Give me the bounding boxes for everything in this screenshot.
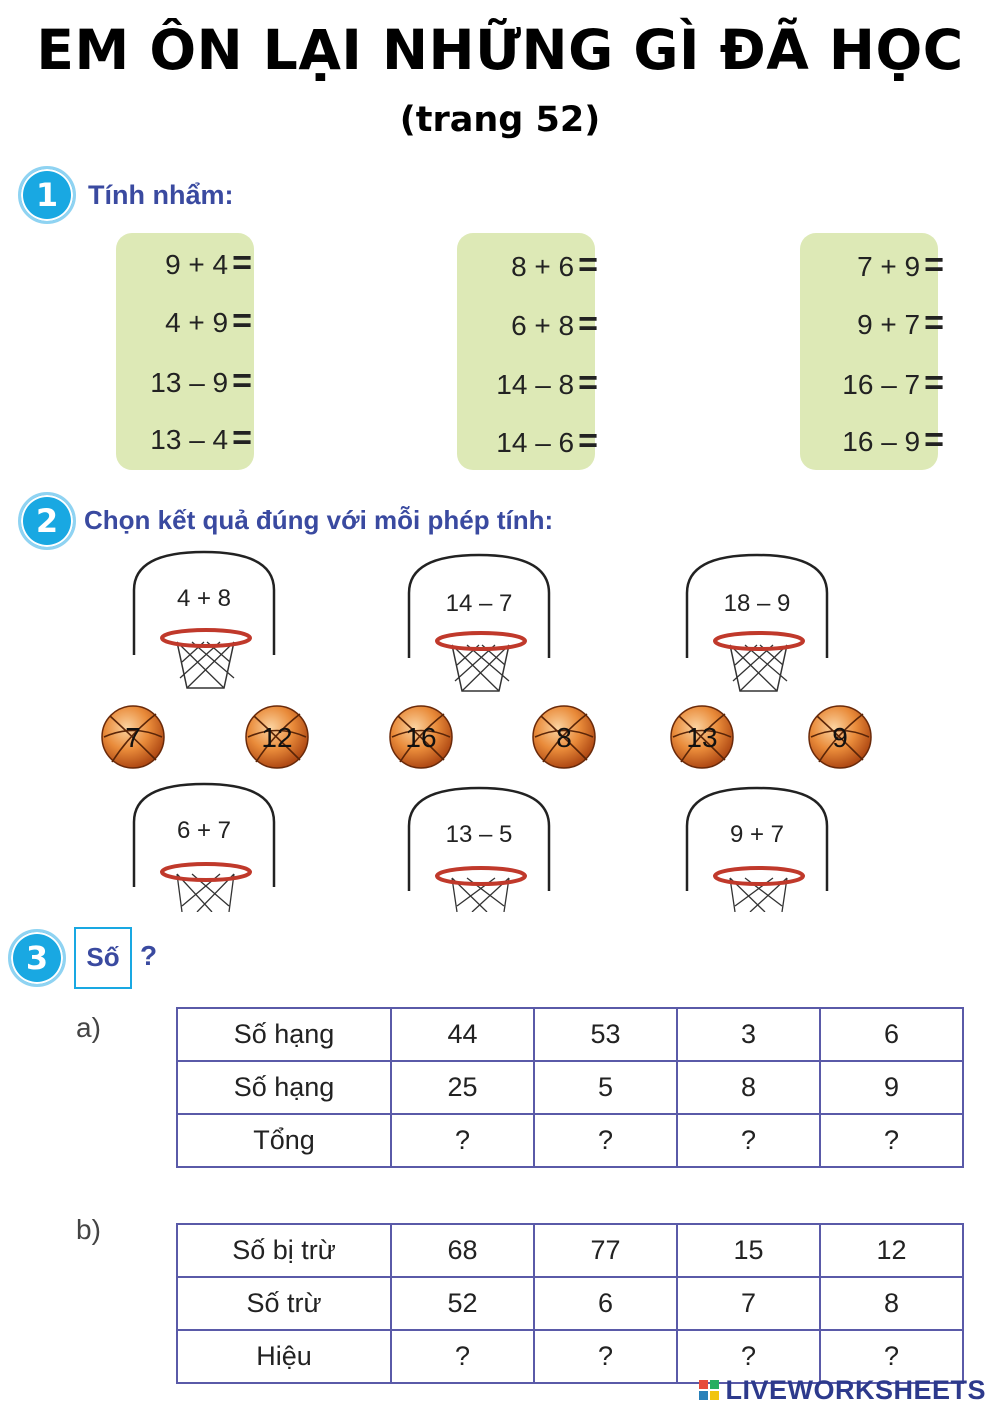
basketball-hoop[interactable] [685,786,829,912]
calc-expression: 6 + 8 = [511,305,598,343]
exercise-3-question-mark: ? [140,940,158,971]
page-title: EM ÔN LẠI NHỮNG GÌ ĐÃ HỌC [36,18,964,82]
calc-expression: 8 + 6 = [511,246,598,284]
hoop-expression: 14 – 7 [445,590,513,617]
row-header: Số trừ [177,1277,391,1330]
liveworksheets-logo [699,1375,986,1406]
answer-cell[interactable]: ? [391,1330,534,1383]
basketball-ball[interactable] [807,704,873,770]
table-cell: 9 [820,1061,963,1114]
hoop-expression: 4 + 8 [176,585,232,612]
page-subtitle: (trang 52) [399,100,601,140]
table-cell: 53 [534,1008,677,1061]
answer-cell[interactable]: ? [677,1114,820,1167]
exercise-1-heading: Tính nhẩm: [88,180,234,210]
part-a-label: a) [76,1012,101,1043]
calc-expression: 14 – 6 = [496,422,598,460]
basketball-ball[interactable] [244,704,310,770]
answer-cell[interactable]: ? [534,1114,677,1167]
basketball-hoop[interactable] [685,553,829,693]
calc-expression: 4 + 9 = [165,302,252,340]
answer-cell[interactable]: ? [391,1114,534,1167]
hoop-expression: 6 + 7 [176,817,232,844]
basketball-ball[interactable] [531,704,597,770]
ball-number: 7 [125,722,141,753]
basketball-hoop[interactable] [132,782,276,912]
basketball-ball[interactable] [669,704,735,770]
table-cell: 8 [820,1277,963,1330]
calc-expression: 7 + 9 = [857,246,944,284]
table-row [177,1277,963,1330]
sum-table [176,1007,964,1168]
calc-expression: 13 – 9 = [150,362,252,400]
table-cell: 7 [677,1277,820,1330]
row-header: Hiệu [177,1330,391,1383]
ball-number: 12 [261,722,293,753]
calc-expression: 16 – 9 = [842,421,944,459]
ball-number: 13 [686,722,718,753]
calc-expression: 9 + 4 = [165,244,252,282]
ball-number: 16 [405,722,437,753]
answer-cell[interactable]: ? [820,1114,963,1167]
table-row [177,1008,963,1061]
table-cell: 8 [677,1061,820,1114]
row-header: Số hạng [177,1061,391,1114]
exercise-1-badge: 1 [18,166,76,224]
basketball-hoop[interactable] [407,553,551,693]
ball-number: 9 [832,722,848,753]
calc-expression: 9 + 7 = [857,304,944,342]
calc-expression: 16 – 7 = [842,364,944,402]
table-cell: 6 [534,1277,677,1330]
calc-expression: 13 – 4 = [150,419,252,457]
table-cell: 5 [534,1061,677,1114]
calc-expression: 14 – 8 = [496,364,598,402]
table-cell: 15 [677,1224,820,1277]
ball-number: 8 [556,722,572,753]
hoop-expression: 13 – 5 [445,821,513,848]
part-b-label: b) [76,1214,101,1245]
exercise-3-badge: 3 [8,929,66,987]
table-row [177,1061,963,1114]
table-cell: 77 [534,1224,677,1277]
exercise-2-badge: 2 [18,492,76,550]
hoop-expression: 9 + 7 [729,821,785,848]
exercise-2-heading: Chọn kết quả đúng với mỗi phép tính: [84,505,554,535]
liveworksheets-logo-text: LIVEWORKSHEETS [725,1375,986,1405]
row-header: Số bị trừ [177,1224,391,1277]
table-cell: 25 [391,1061,534,1114]
answer-cell[interactable]: ? [820,1330,963,1383]
table-cell: 6 [820,1008,963,1061]
difference-table [176,1223,964,1384]
answer-cell[interactable]: ? [677,1330,820,1383]
table-cell: 68 [391,1224,534,1277]
exercise-3-number-box: Số [74,927,132,989]
table-cell: 12 [820,1224,963,1277]
basketball-hoop[interactable] [407,786,551,912]
row-header: Số hạng [177,1008,391,1061]
table-cell: 3 [677,1008,820,1061]
basketball-ball[interactable] [388,704,454,770]
hoop-expression: 18 – 9 [723,590,791,617]
table-cell: 52 [391,1277,534,1330]
table-row [177,1114,963,1167]
table-cell: 44 [391,1008,534,1061]
table-row [177,1224,963,1277]
basketball-hoop[interactable] [132,550,276,690]
row-header: Tổng [177,1114,391,1167]
basketball-ball[interactable] [100,704,166,770]
liveworksheets-logo-icon [699,1380,721,1402]
answer-cell[interactable]: ? [534,1330,677,1383]
